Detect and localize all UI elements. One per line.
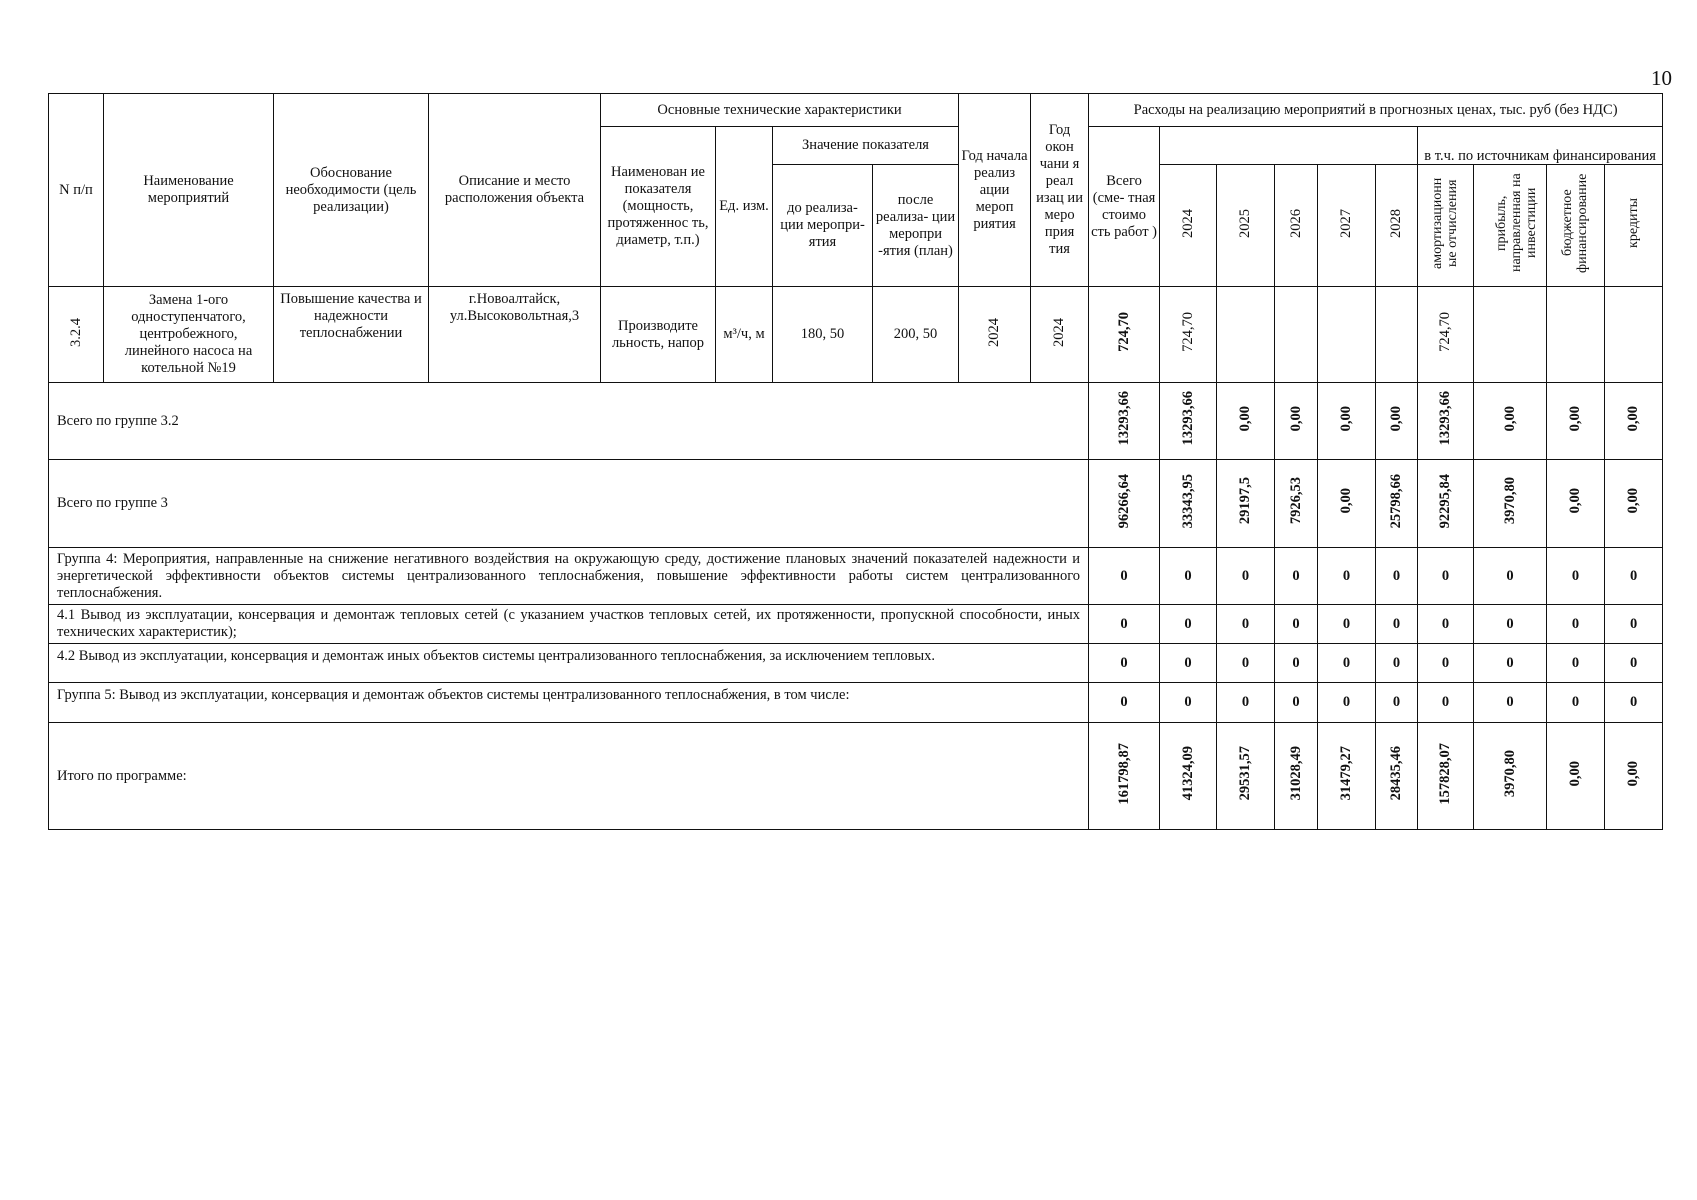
row-324-n <box>49 287 104 383</box>
header-years-group <box>1160 127 1418 165</box>
header-unit: Ед. изм. <box>716 127 773 287</box>
total-3-2-value: 13293,66 <box>1437 391 1454 446</box>
total-3-cell <box>1547 460 1605 548</box>
row-324-2024 <box>1160 287 1217 383</box>
header-year-2027 <box>1318 165 1376 287</box>
header-tech: Основные технические характеристики <box>601 94 959 127</box>
total-3-value: 0,00 <box>1625 488 1642 514</box>
group-4-1-zero: 0 <box>1089 605 1160 644</box>
total-3-value: 92295,84 <box>1437 473 1454 529</box>
src-depreciation-label: амортизационн ые отчисления <box>1429 177 1460 269</box>
total-3-value: 7926,53 <box>1287 477 1304 525</box>
group-4-1-label: 4.1 Вывод из эксплуатации, консервация и демонтаж тепловых сетей (с указанием участков тепловых сетей, их протяженности, пропускной способности, иных технических характеристик); <box>49 605 1089 644</box>
row-324-2026 <box>1275 287 1318 383</box>
table-row-total-3 <box>49 460 1663 548</box>
grand-total-cell <box>1376 723 1418 830</box>
total-3-2-value: 0,00 <box>1625 405 1642 432</box>
year-2026-label: 2026 <box>1287 208 1304 238</box>
header-row-1 <box>49 94 1663 127</box>
group-5-zero: 0 <box>1160 683 1217 723</box>
row-324-depreciation <box>1418 287 1474 383</box>
total-3-2-cell <box>1217 383 1275 460</box>
grand-total-value: 3970,80 <box>1501 749 1518 798</box>
total-3-cell <box>1474 460 1547 548</box>
total-3-cell <box>1275 460 1318 548</box>
total-3-cell <box>1217 460 1275 548</box>
grand-total-value: 31028,49 <box>1287 746 1304 801</box>
total-3-2-cell <box>1089 383 1160 460</box>
group-4-1-zero: 0 <box>1547 605 1605 644</box>
group-5-zero: 0 <box>1605 683 1663 723</box>
group-5-zero: 0 <box>1418 683 1474 723</box>
header-name: Наименование мероприятий <box>104 94 274 287</box>
group-4-2-zero: 0 <box>1217 644 1275 683</box>
total-3-2-value: 0,00 <box>1237 405 1254 432</box>
row-324-2025 <box>1217 287 1275 383</box>
grand-total-value: 161798,87 <box>1115 742 1132 805</box>
total-3-2-value: 13293,66 <box>1179 391 1196 446</box>
row-324-location: г.Новоалтайск, ул.Высоковольтная,3 <box>429 287 601 383</box>
row-324-total-text: 724,70 <box>1115 312 1132 352</box>
table-row-group-4-2 <box>49 644 1663 683</box>
group-4-1-zero: 0 <box>1275 605 1318 644</box>
row-324-unit: м³/ч, м <box>716 287 773 383</box>
header-after: после реализа- ции меропри -ятия (план) <box>873 165 959 287</box>
row-324-total <box>1089 287 1160 383</box>
group-4-2-zero: 0 <box>1275 644 1318 683</box>
group-5-label: Группа 5: Вывод из эксплуатации, консервация и демонтаж объектов системы централизованного теплоснабжения, в том числе: <box>49 683 1089 723</box>
header-before: до реализа- ции меропри- ятия <box>773 165 873 287</box>
total-3-value: 0,00 <box>1567 488 1584 514</box>
row-324-year-start-text: 2024 <box>986 317 1003 347</box>
total-3-2-cell <box>1376 383 1418 460</box>
group-4-2-zero: 0 <box>1605 644 1663 683</box>
grand-total-value: 0,00 <box>1625 760 1642 787</box>
total-3-cell <box>1605 460 1663 548</box>
group-4-2-zero: 0 <box>1474 644 1547 683</box>
group-4-1-zero: 0 <box>1474 605 1547 644</box>
row-324-reason: Повышение качества и надежности теплоснабжении <box>274 287 429 383</box>
group-4-zero: 0 <box>1089 548 1160 605</box>
investment-program-table <box>48 93 1663 830</box>
row-324-year-end-text: 2024 <box>1051 317 1068 347</box>
grand-total-cell <box>1547 723 1605 830</box>
group-4-2-label: 4.2 Вывод из эксплуатации, консервация и демонтаж иных объектов системы централизованного теплоснабжения, за исключением тепловых. <box>49 644 1089 683</box>
group-5-zero: 0 <box>1275 683 1318 723</box>
header-n: N п/п <box>49 94 104 287</box>
header-total: Всего (сме- тная стоимо сть работ ) <box>1089 127 1160 287</box>
row-324-2028 <box>1376 287 1418 383</box>
header-src-budget <box>1547 165 1605 287</box>
total-3-value: 33343,95 <box>1179 473 1196 529</box>
group-5-zero: 0 <box>1376 683 1418 723</box>
group-5-zero: 0 <box>1318 683 1376 723</box>
header-src-depreciation <box>1418 165 1474 287</box>
header-costs: Расходы на реализацию мероприятий в прогнозных ценах, тыс. руб (без НДС) <box>1089 94 1663 127</box>
grand-total-cell <box>1318 723 1376 830</box>
grand-total-value: 41324,09 <box>1179 746 1196 801</box>
row-324-year-end <box>1031 287 1089 383</box>
row-324-n-text: 3.2.4 <box>67 317 84 347</box>
row-324-before: 180, 50 <box>773 287 873 383</box>
total-3-cell <box>1376 460 1418 548</box>
src-budget-label: бюджетное финансирование <box>1559 173 1590 273</box>
row-324-budget <box>1547 287 1605 383</box>
header-year-2025 <box>1217 165 1275 287</box>
year-2028-label: 2028 <box>1388 208 1405 238</box>
total-3-cell <box>1089 460 1160 548</box>
grand-total-value: 28435,46 <box>1388 746 1405 801</box>
row-324-profit <box>1474 287 1547 383</box>
total-3-cell <box>1160 460 1217 548</box>
total-3-2-value: 0,00 <box>1338 405 1355 432</box>
header-year-start: Год начала реализ ации мероп риятия <box>959 94 1031 287</box>
row-324-indicator: Производите льность, напор <box>601 287 716 383</box>
header-year-2028 <box>1376 165 1418 287</box>
src-profit-label: прибыль, направленная на инвестиции <box>1494 173 1540 273</box>
table-row-group-4 <box>49 548 1663 605</box>
grand-total-cell <box>1160 723 1217 830</box>
grand-total-value: 157828,07 <box>1437 742 1454 805</box>
total-3-label: Всего по группе 3 <box>49 460 1089 548</box>
total-3-2-cell <box>1418 383 1474 460</box>
group-4-zero: 0 <box>1547 548 1605 605</box>
total-3-2-cell <box>1275 383 1318 460</box>
grand-total-value: 31479,27 <box>1338 746 1355 801</box>
group-4-zero: 0 <box>1418 548 1474 605</box>
total-3-2-value: 13293,66 <box>1115 391 1132 446</box>
group-4-zero: 0 <box>1318 548 1376 605</box>
total-3-2-cell <box>1318 383 1376 460</box>
grand-total-cell <box>1418 723 1474 830</box>
grand-total-value: 29531,57 <box>1237 746 1254 801</box>
row-324-year-start <box>959 287 1031 383</box>
group-4-2-zero: 0 <box>1160 644 1217 683</box>
year-2024-label: 2024 <box>1179 208 1196 238</box>
header-sources: в т.ч. по источникам финансирования <box>1418 127 1663 165</box>
group-4-1-zero: 0 <box>1376 605 1418 644</box>
total-3-value: 96266,64 <box>1115 473 1132 529</box>
year-2025-label: 2025 <box>1237 208 1254 238</box>
group-4-zero: 0 <box>1160 548 1217 605</box>
table-row-3-2-4 <box>49 287 1663 383</box>
row-324-after: 200, 50 <box>873 287 959 383</box>
group-4-1-zero: 0 <box>1318 605 1376 644</box>
grand-total-cell <box>1474 723 1547 830</box>
table-row-group-5 <box>49 683 1663 723</box>
total-3-value: 0,00 <box>1338 488 1355 514</box>
table-row-grand-total <box>49 723 1663 830</box>
header-indicator-value: Значение показателя <box>773 127 959 165</box>
group-4-zero: 0 <box>1376 548 1418 605</box>
total-3-2-cell <box>1605 383 1663 460</box>
total-3-2-value: 0,00 <box>1567 405 1584 432</box>
grand-total-value: 0,00 <box>1567 760 1584 787</box>
header-indicator-name: Наименован ие показателя (мощность, протяженнос ть, диаметр, т.п.) <box>601 127 716 287</box>
group-4-2-zero: 0 <box>1547 644 1605 683</box>
grand-total-cell <box>1217 723 1275 830</box>
total-3-cell <box>1418 460 1474 548</box>
total-3-value: 29197,5 <box>1237 477 1254 525</box>
total-3-2-cell <box>1160 383 1217 460</box>
group-5-zero: 0 <box>1474 683 1547 723</box>
grand-total-cell <box>1275 723 1318 830</box>
group-4-zero: 0 <box>1217 548 1275 605</box>
page-number: 10 <box>1651 66 1672 90</box>
total-3-2-label: Всего по группе 3.2 <box>49 383 1089 460</box>
row-324-2027 <box>1318 287 1376 383</box>
header-src-profit <box>1474 165 1547 287</box>
header-reason: Обоснование необходимости (цель реализации) <box>274 94 429 287</box>
table-row-group-4-1 <box>49 605 1663 644</box>
group-4-zero: 0 <box>1275 548 1318 605</box>
grand-total-cell <box>1089 723 1160 830</box>
total-3-cell <box>1318 460 1376 548</box>
total-3-value: 25798,66 <box>1388 473 1405 529</box>
grand-total-cell <box>1605 723 1663 830</box>
group-4-zero: 0 <box>1474 548 1547 605</box>
group-4-2-zero: 0 <box>1089 644 1160 683</box>
total-3-value: 3970,80 <box>1501 477 1518 525</box>
year-2027-label: 2027 <box>1338 208 1355 238</box>
header-location: Описание и место расположения объекта <box>429 94 601 287</box>
total-3-2-value: 0,00 <box>1388 405 1405 432</box>
total-3-2-value: 0,00 <box>1287 405 1304 432</box>
row-324-name: Замена 1-ого одноступенчатого, центробежного, линейного насоса на котельной №19 <box>104 287 274 383</box>
total-3-2-cell <box>1547 383 1605 460</box>
row-324-2024-text: 724,70 <box>1179 312 1196 352</box>
header-year-end: Год окон чани я реал изац ии меро прия тия <box>1031 94 1089 287</box>
group-5-zero: 0 <box>1089 683 1160 723</box>
group-4-2-zero: 0 <box>1318 644 1376 683</box>
group-4-1-zero: 0 <box>1217 605 1275 644</box>
header-year-2024 <box>1160 165 1217 287</box>
group-4-1-zero: 0 <box>1605 605 1663 644</box>
header-src-credit <box>1605 165 1663 287</box>
src-credit-label: кредиты <box>1626 198 1642 248</box>
group-4-label: Группа 4: Мероприятия, направленные на снижение негативного воздействия на окружающую среду, достижение плановых значений показателей надежности и энергетической эффективности объектов системы централизованного теплоснабжения, повышение эффективности работы систем централизованного теплоснабжения. <box>49 548 1089 605</box>
grand-total-label: Итого по программе: <box>49 723 1089 830</box>
row-324-credit <box>1605 287 1663 383</box>
group-4-2-zero: 0 <box>1376 644 1418 683</box>
total-3-2-cell <box>1474 383 1547 460</box>
group-4-1-zero: 0 <box>1418 605 1474 644</box>
header-year-2026 <box>1275 165 1318 287</box>
group-5-zero: 0 <box>1547 683 1605 723</box>
table-row-total-3-2 <box>49 383 1663 460</box>
group-5-zero: 0 <box>1217 683 1275 723</box>
group-4-1-zero: 0 <box>1160 605 1217 644</box>
group-4-zero: 0 <box>1605 548 1663 605</box>
group-4-2-zero: 0 <box>1418 644 1474 683</box>
row-324-depreciation-text: 724,70 <box>1437 312 1454 352</box>
total-3-2-value: 0,00 <box>1501 405 1518 432</box>
